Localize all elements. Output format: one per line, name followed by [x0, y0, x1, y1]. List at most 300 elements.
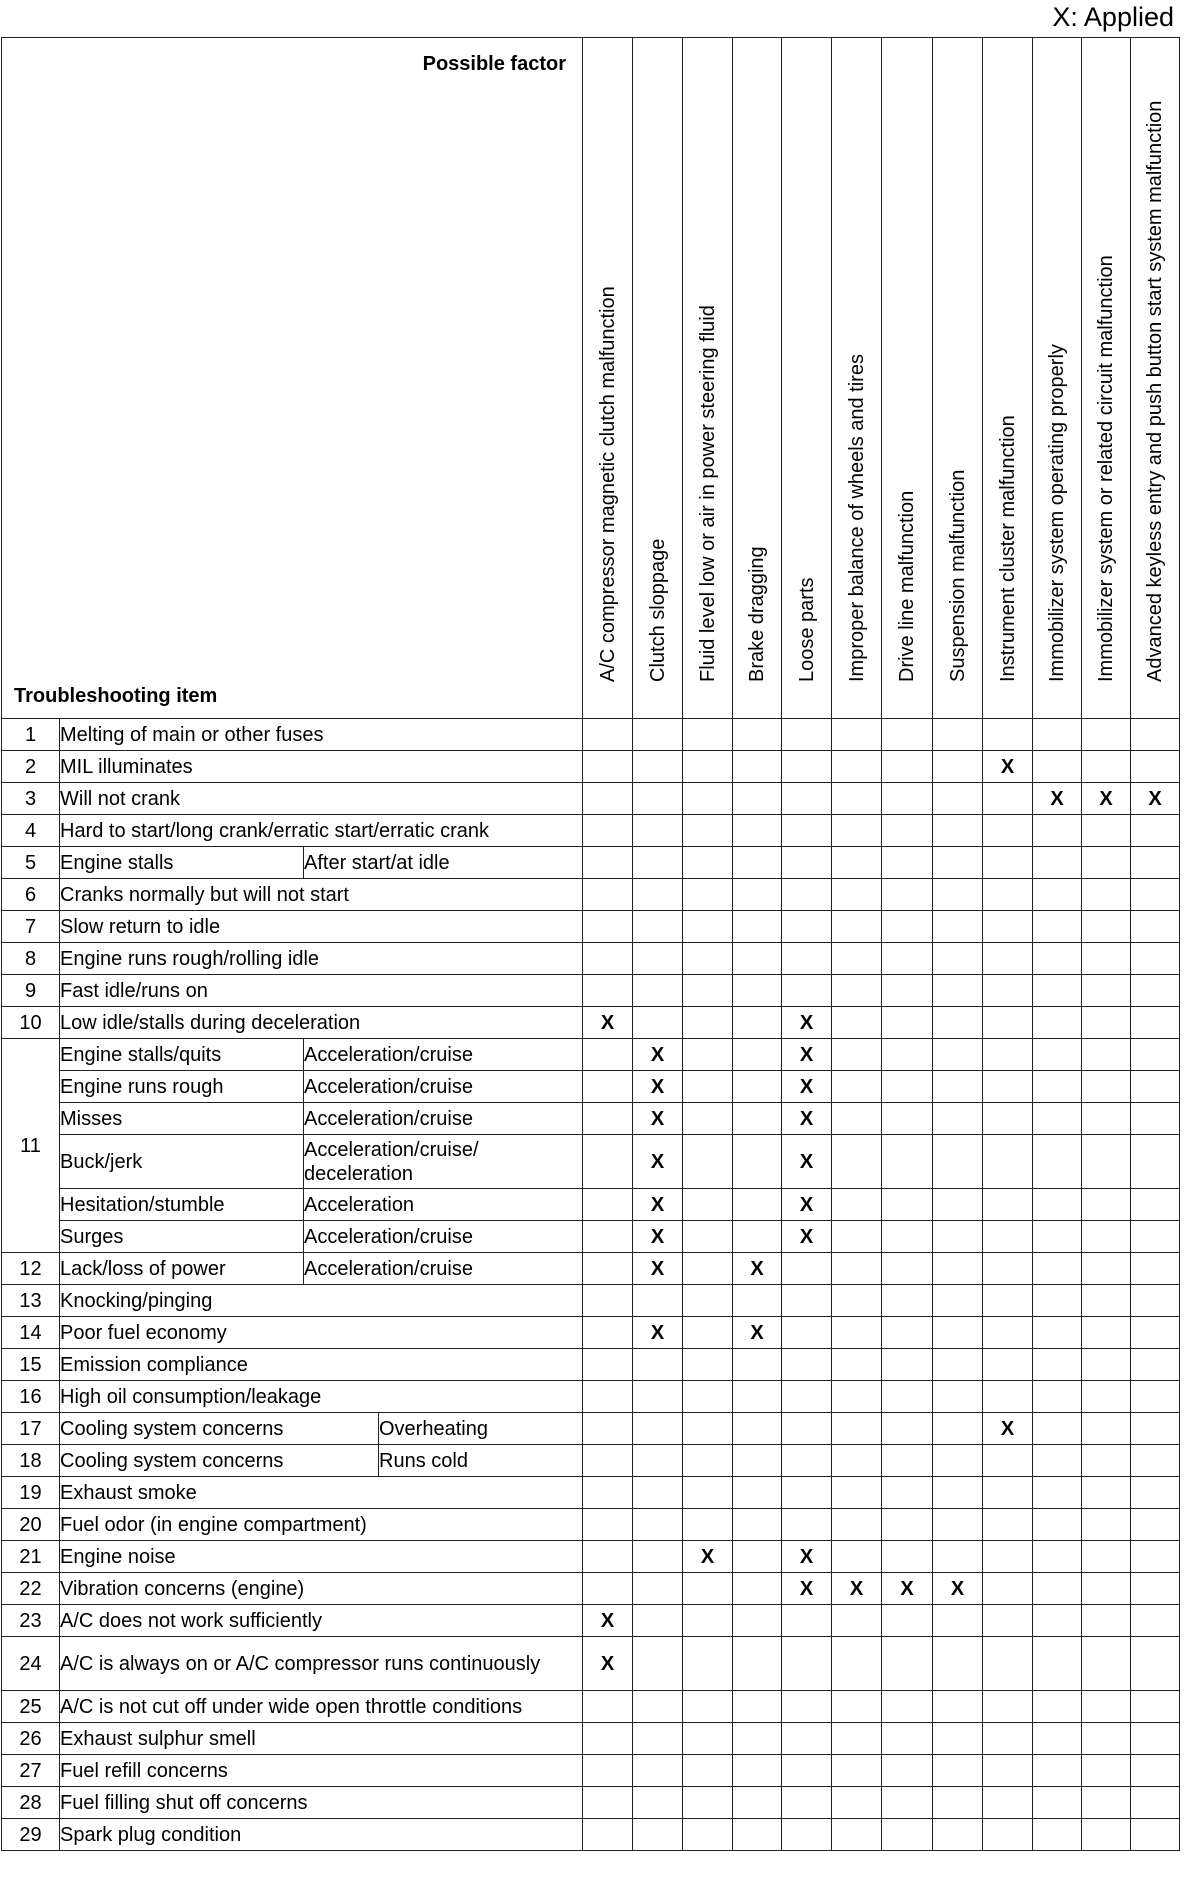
row-number: 8 — [2, 943, 60, 975]
empty-cell — [1033, 1349, 1082, 1381]
applied-mark: X — [633, 1135, 683, 1189]
empty-cell — [882, 1221, 933, 1253]
empty-cell — [933, 1381, 983, 1413]
empty-cell — [733, 943, 782, 975]
empty-cell — [933, 1221, 983, 1253]
empty-cell — [933, 847, 983, 879]
table-row — [2, 1787, 1180, 1819]
empty-cell — [832, 1605, 882, 1637]
empty-cell — [782, 1509, 832, 1541]
empty-cell — [933, 1477, 983, 1509]
empty-cell — [733, 1723, 782, 1755]
table-row — [2, 1381, 1180, 1413]
empty-cell — [983, 719, 1033, 751]
empty-cell — [1131, 1221, 1180, 1253]
table-row — [2, 1413, 1180, 1445]
empty-cell — [633, 1349, 683, 1381]
item-condition: Runs cold — [379, 1445, 583, 1477]
applied-mark: X — [782, 1039, 832, 1071]
empty-cell — [633, 1605, 683, 1637]
applied-mark: X — [633, 1071, 683, 1103]
empty-cell — [633, 783, 683, 815]
empty-cell — [1033, 1135, 1082, 1189]
empty-cell — [583, 1541, 633, 1573]
empty-cell — [1082, 1509, 1131, 1541]
empty-cell — [933, 911, 983, 943]
empty-cell — [1131, 879, 1180, 911]
empty-cell — [983, 1253, 1033, 1285]
row-number: 10 — [2, 1007, 60, 1039]
troubleshooting-item: Buck/jerk — [60, 1135, 304, 1189]
applied-mark: X — [583, 1007, 633, 1039]
applied-mark: X — [832, 1573, 882, 1605]
empty-cell — [1082, 1253, 1131, 1285]
empty-cell — [882, 1253, 933, 1285]
empty-cell — [832, 1221, 882, 1253]
empty-cell — [633, 1413, 683, 1445]
troubleshooting-item: Lack/loss of power — [60, 1253, 304, 1285]
empty-cell — [983, 783, 1033, 815]
empty-cell — [583, 719, 633, 751]
empty-cell — [633, 1509, 683, 1541]
empty-cell — [1082, 1349, 1131, 1381]
empty-cell — [683, 975, 733, 1007]
empty-cell — [832, 1723, 882, 1755]
row-number: 25 — [2, 1691, 60, 1723]
troubleshooting-item: Cooling system concerns — [60, 1445, 379, 1477]
empty-cell — [733, 1221, 782, 1253]
empty-cell — [782, 1253, 832, 1285]
empty-cell — [1033, 1541, 1082, 1573]
empty-cell — [733, 847, 782, 879]
table-row — [2, 879, 1180, 911]
empty-cell — [583, 783, 633, 815]
empty-cell — [782, 1413, 832, 1445]
empty-cell — [933, 1755, 983, 1787]
empty-cell — [1082, 1381, 1131, 1413]
empty-cell — [882, 1135, 933, 1189]
legend-text: X: Applied — [1052, 2, 1174, 32]
table-row — [2, 1039, 1180, 1071]
empty-cell — [583, 1221, 633, 1253]
factor-column-header — [1033, 38, 1082, 719]
empty-cell — [1131, 1691, 1180, 1723]
troubleshooting-item: Misses — [60, 1103, 304, 1135]
empty-cell — [882, 1509, 933, 1541]
empty-cell — [983, 1605, 1033, 1637]
empty-cell — [683, 1381, 733, 1413]
troubleshooting-item: Exhaust sulphur smell — [60, 1723, 583, 1755]
empty-cell — [983, 1509, 1033, 1541]
empty-cell — [683, 815, 733, 847]
empty-cell — [933, 719, 983, 751]
empty-cell — [882, 847, 933, 879]
empty-cell — [882, 1787, 933, 1819]
empty-cell — [1131, 1007, 1180, 1039]
item-condition: Acceleration/cruise — [304, 1103, 583, 1135]
empty-cell — [583, 1103, 633, 1135]
table-row — [2, 1573, 1180, 1605]
empty-cell — [832, 1755, 882, 1787]
empty-cell — [882, 1071, 933, 1103]
empty-cell — [633, 719, 683, 751]
empty-cell — [1033, 1413, 1082, 1445]
empty-cell — [633, 879, 683, 911]
empty-cell — [983, 1285, 1033, 1317]
row-number: 24 — [2, 1637, 60, 1691]
factor-column-label: Brake dragging — [746, 546, 768, 682]
empty-cell — [1131, 1103, 1180, 1135]
empty-cell — [1131, 1445, 1180, 1477]
empty-cell — [1033, 1723, 1082, 1755]
empty-cell — [983, 1317, 1033, 1349]
troubleshooting-item: Vibration concerns (engine) — [60, 1573, 583, 1605]
empty-cell — [583, 943, 633, 975]
row-number: 21 — [2, 1541, 60, 1573]
table-row — [2, 1819, 1180, 1851]
empty-cell — [733, 1381, 782, 1413]
empty-cell — [583, 1349, 633, 1381]
troubleshooting-item: Low idle/stalls during deceleration — [60, 1007, 583, 1039]
troubleshooting-item: Knocking/pinging — [60, 1285, 583, 1317]
empty-cell — [983, 1477, 1033, 1509]
empty-cell — [733, 1787, 782, 1819]
empty-cell — [1033, 1189, 1082, 1221]
empty-cell — [733, 1007, 782, 1039]
empty-cell — [983, 1189, 1033, 1221]
table-row — [2, 911, 1180, 943]
empty-cell — [1033, 975, 1082, 1007]
table-row — [2, 719, 1180, 751]
empty-cell — [882, 783, 933, 815]
empty-cell — [782, 815, 832, 847]
empty-cell — [683, 1349, 733, 1381]
table-row — [2, 943, 1180, 975]
factor-column-header — [583, 38, 633, 719]
table-row — [2, 1071, 1180, 1103]
empty-cell — [832, 815, 882, 847]
empty-cell — [1082, 847, 1131, 879]
row-number: 14 — [2, 1317, 60, 1349]
empty-cell — [583, 1819, 633, 1851]
empty-cell — [832, 1637, 882, 1691]
factor-column-label: Immobilizer system or related circuit malfunction — [1095, 255, 1117, 682]
empty-cell — [832, 1317, 882, 1349]
applied-mark: X — [1033, 783, 1082, 815]
empty-cell — [1131, 1541, 1180, 1573]
empty-cell — [633, 1787, 683, 1819]
table-row — [2, 1723, 1180, 1755]
empty-cell — [733, 1477, 782, 1509]
empty-cell — [733, 1541, 782, 1573]
empty-cell — [583, 1253, 633, 1285]
empty-cell — [882, 1691, 933, 1723]
empty-cell — [983, 1573, 1033, 1605]
empty-cell — [683, 1253, 733, 1285]
empty-cell — [882, 1723, 933, 1755]
empty-cell — [1131, 1071, 1180, 1103]
empty-cell — [1033, 719, 1082, 751]
empty-cell — [983, 911, 1033, 943]
empty-cell — [583, 1135, 633, 1189]
empty-cell — [583, 1477, 633, 1509]
empty-cell — [933, 943, 983, 975]
empty-cell — [1033, 1787, 1082, 1819]
empty-cell — [1131, 1477, 1180, 1509]
empty-cell — [1131, 1637, 1180, 1691]
empty-cell — [882, 1445, 933, 1477]
empty-cell — [933, 1509, 983, 1541]
empty-cell — [633, 1007, 683, 1039]
factor-column-header — [683, 38, 733, 719]
empty-cell — [633, 815, 683, 847]
empty-cell — [683, 911, 733, 943]
empty-cell — [633, 1819, 683, 1851]
empty-cell — [832, 1819, 882, 1851]
empty-cell — [782, 1317, 832, 1349]
empty-cell — [1131, 1039, 1180, 1071]
factor-column-label: Improper balance of wheels and tires — [845, 354, 868, 682]
row-number: 5 — [2, 847, 60, 879]
empty-cell — [1131, 719, 1180, 751]
empty-cell — [733, 1573, 782, 1605]
empty-cell — [1082, 1691, 1131, 1723]
troubleshooting-item: Exhaust smoke — [60, 1477, 583, 1509]
applied-mark: X — [633, 1039, 683, 1071]
table-row — [2, 815, 1180, 847]
empty-cell — [683, 1755, 733, 1787]
applied-mark: X — [782, 1007, 832, 1039]
empty-cell — [1082, 1541, 1131, 1573]
applied-mark: X — [1131, 783, 1180, 815]
empty-cell — [733, 1349, 782, 1381]
applied-mark: X — [782, 1103, 832, 1135]
empty-cell — [882, 1103, 933, 1135]
empty-cell — [733, 783, 782, 815]
empty-cell — [583, 1445, 633, 1477]
empty-cell — [983, 1445, 1033, 1477]
row-number: 7 — [2, 911, 60, 943]
empty-cell — [1082, 815, 1131, 847]
empty-cell — [683, 1691, 733, 1723]
empty-cell — [633, 1445, 683, 1477]
empty-cell — [832, 1509, 882, 1541]
empty-cell — [882, 1039, 933, 1071]
row-number: 20 — [2, 1509, 60, 1541]
empty-cell — [683, 1221, 733, 1253]
table-row — [2, 1317, 1180, 1349]
item-condition: Acceleration/cruise/ deceleration — [304, 1135, 583, 1189]
empty-cell — [583, 1071, 633, 1103]
row-number: 11 — [2, 1039, 60, 1253]
empty-cell — [1033, 1007, 1082, 1039]
row-number: 26 — [2, 1723, 60, 1755]
factor-column-label: Immobilizer system operating properly — [1046, 344, 1068, 682]
empty-cell — [633, 1381, 683, 1413]
empty-cell — [583, 975, 633, 1007]
empty-cell — [882, 1413, 933, 1445]
empty-cell — [683, 1135, 733, 1189]
empty-cell — [983, 1007, 1033, 1039]
item-condition: Acceleration/cruise — [304, 1253, 583, 1285]
empty-cell — [933, 1445, 983, 1477]
item-condition: Overheating — [379, 1413, 583, 1445]
empty-cell — [583, 1755, 633, 1787]
empty-cell — [583, 847, 633, 879]
factor-column-header — [882, 38, 933, 719]
empty-cell — [1082, 1413, 1131, 1445]
troubleshooting-item-label: Troubleshooting item — [14, 685, 218, 707]
empty-cell — [1082, 1723, 1131, 1755]
applied-mark: X — [633, 1189, 683, 1221]
empty-cell — [1082, 911, 1131, 943]
empty-cell — [733, 975, 782, 1007]
empty-cell — [1131, 751, 1180, 783]
empty-cell — [782, 879, 832, 911]
troubleshooting-item: Will not crank — [60, 783, 583, 815]
empty-cell — [583, 1413, 633, 1445]
empty-cell — [1082, 1477, 1131, 1509]
empty-cell — [733, 1135, 782, 1189]
empty-cell — [782, 783, 832, 815]
row-number: 23 — [2, 1605, 60, 1637]
troubleshooting-item: Fuel refill concerns — [60, 1755, 583, 1787]
empty-cell — [733, 1285, 782, 1317]
empty-cell — [832, 783, 882, 815]
empty-cell — [583, 1509, 633, 1541]
empty-cell — [782, 1605, 832, 1637]
table-row — [2, 1189, 1180, 1221]
table-row — [2, 1509, 1180, 1541]
table-row — [2, 1691, 1180, 1723]
empty-cell — [832, 1413, 882, 1445]
row-number: 4 — [2, 815, 60, 847]
empty-cell — [1082, 1755, 1131, 1787]
empty-cell — [1131, 1755, 1180, 1787]
factor-column-header — [1082, 38, 1131, 719]
empty-cell — [583, 1189, 633, 1221]
empty-cell — [1131, 1509, 1180, 1541]
empty-cell — [1131, 1723, 1180, 1755]
empty-cell — [882, 911, 933, 943]
empty-cell — [933, 1691, 983, 1723]
empty-cell — [633, 1755, 683, 1787]
applied-mark: X — [983, 751, 1033, 783]
empty-cell — [1082, 943, 1131, 975]
empty-cell — [633, 911, 683, 943]
factor-column-label: Advanced keyless entry and push button start system malfunction — [1144, 100, 1166, 682]
empty-cell — [1082, 1221, 1131, 1253]
applied-mark: X — [633, 1221, 683, 1253]
empty-cell — [933, 1605, 983, 1637]
empty-cell — [733, 911, 782, 943]
empty-cell — [832, 1381, 882, 1413]
empty-cell — [782, 1477, 832, 1509]
empty-cell — [1033, 1509, 1082, 1541]
empty-cell — [983, 1723, 1033, 1755]
empty-cell — [633, 751, 683, 783]
empty-cell — [683, 783, 733, 815]
empty-cell — [832, 1445, 882, 1477]
factor-column-header — [983, 38, 1033, 719]
empty-cell — [983, 1819, 1033, 1851]
empty-cell — [983, 1637, 1033, 1691]
empty-cell — [1033, 1819, 1082, 1851]
empty-cell — [683, 1573, 733, 1605]
factor-column-label: A/C compressor magnetic clutch malfunction — [596, 286, 619, 682]
factor-column-header — [933, 38, 983, 719]
row-number: 16 — [2, 1381, 60, 1413]
empty-cell — [1033, 1221, 1082, 1253]
empty-cell — [983, 975, 1033, 1007]
empty-cell — [933, 1349, 983, 1381]
factor-column-label: Fluid level low or air in power steering fluid — [696, 305, 719, 682]
empty-cell — [832, 975, 882, 1007]
applied-mark: X — [782, 1135, 832, 1189]
empty-cell — [832, 1285, 882, 1317]
troubleshooting-item: Engine noise — [60, 1541, 583, 1573]
empty-cell — [1082, 975, 1131, 1007]
empty-cell — [683, 1071, 733, 1103]
troubleshooting-item: Melting of main or other fuses — [60, 719, 583, 751]
empty-cell — [933, 1039, 983, 1071]
applied-mark: X — [583, 1605, 633, 1637]
item-condition: Acceleration/cruise — [304, 1071, 583, 1103]
row-number: 1 — [2, 719, 60, 751]
row-number: 2 — [2, 751, 60, 783]
empty-cell — [782, 1691, 832, 1723]
empty-cell — [782, 1787, 832, 1819]
factor-column-label: Suspension malfunction — [946, 469, 969, 682]
empty-cell — [832, 751, 882, 783]
empty-cell — [1082, 1317, 1131, 1349]
empty-cell — [683, 1819, 733, 1851]
empty-cell — [1082, 1135, 1131, 1189]
empty-cell — [882, 943, 933, 975]
empty-cell — [633, 1723, 683, 1755]
row-number: 29 — [2, 1819, 60, 1851]
empty-cell — [633, 1477, 683, 1509]
factor-column-header — [832, 38, 882, 719]
empty-cell — [933, 1285, 983, 1317]
troubleshooting-item: Surges — [60, 1221, 304, 1253]
empty-cell — [782, 751, 832, 783]
empty-cell — [1082, 1445, 1131, 1477]
empty-cell — [933, 1189, 983, 1221]
table-row — [2, 1007, 1180, 1039]
empty-cell — [983, 1755, 1033, 1787]
header-corner-cell — [2, 38, 583, 719]
empty-cell — [683, 751, 733, 783]
troubleshooting-item: Engine stalls — [60, 847, 304, 879]
empty-cell — [683, 1317, 733, 1349]
row-number: 22 — [2, 1573, 60, 1605]
empty-cell — [733, 719, 782, 751]
empty-cell — [1082, 1039, 1131, 1071]
empty-cell — [933, 1135, 983, 1189]
empty-cell — [1033, 1071, 1082, 1103]
empty-cell — [633, 1573, 683, 1605]
empty-cell — [882, 1381, 933, 1413]
empty-cell — [782, 1349, 832, 1381]
empty-cell — [882, 1007, 933, 1039]
empty-cell — [832, 719, 882, 751]
empty-cell — [832, 943, 882, 975]
empty-cell — [782, 911, 832, 943]
empty-cell — [1033, 943, 1082, 975]
empty-cell — [933, 1103, 983, 1135]
empty-cell — [832, 1691, 882, 1723]
